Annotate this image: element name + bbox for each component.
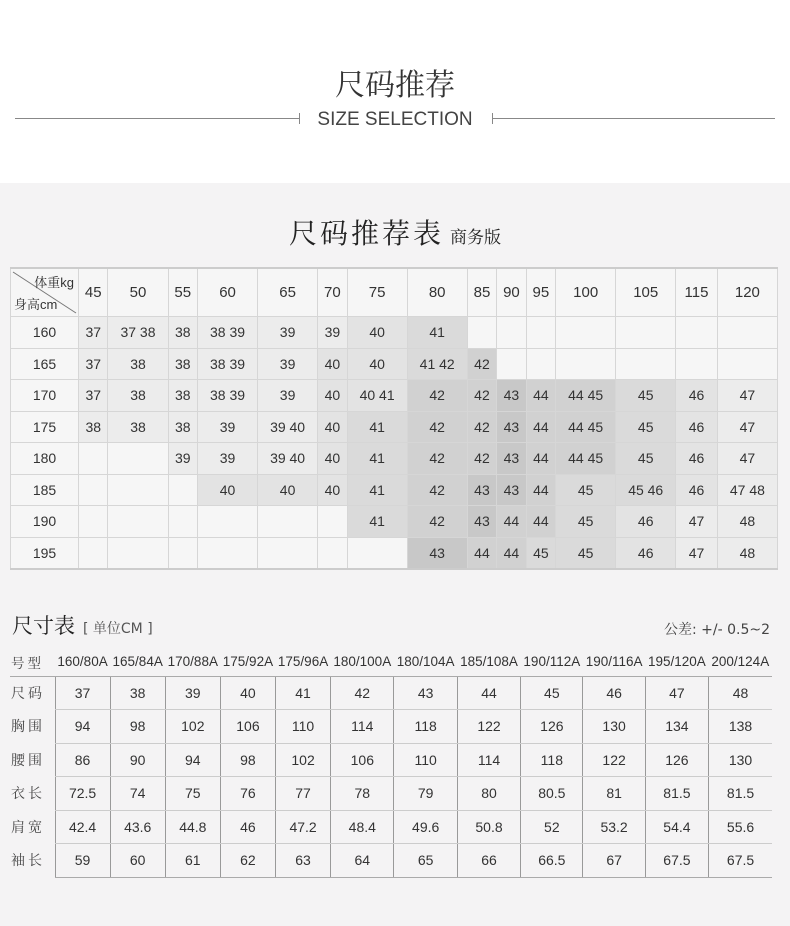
size-cell: 47 [717, 443, 777, 475]
size-cell: 43 [497, 380, 526, 412]
size-cell: 38 [168, 411, 197, 443]
size-cell: 39 [258, 348, 318, 380]
size-cell: 38 [108, 411, 168, 443]
table-row [11, 506, 778, 538]
measure-title [12, 610, 153, 640]
size-cell: 39 [258, 380, 318, 412]
measurement-table [10, 648, 772, 878]
size-cell: 39 [198, 411, 258, 443]
weight-header: 75 [347, 268, 407, 317]
row-label: 胸围 [11, 718, 45, 735]
size-cell: 41 [347, 443, 407, 475]
table-row [10, 710, 772, 744]
type-header: 180/100A [331, 648, 394, 676]
size-cell: 40 41 [347, 380, 407, 412]
measure-cell: 42.4 [55, 810, 110, 844]
size-cell: 42 [407, 443, 467, 475]
size-cell: 46 [616, 506, 676, 538]
type-header: 175/92A [220, 648, 275, 676]
size-cell: 44 [526, 411, 555, 443]
size-cell [526, 317, 555, 349]
height-axis-label: 身高cm [14, 297, 58, 312]
size-cell: 38 [168, 348, 197, 380]
title-en: SIZE SELECTION [317, 109, 473, 130]
size-cell [79, 537, 108, 569]
measure-cell: 76 [220, 777, 275, 811]
size-cell: 45 [556, 506, 616, 538]
size-cell: 44 [526, 443, 555, 475]
measure-cell: 52 [521, 810, 583, 844]
table-row [10, 844, 772, 878]
size-cell: 38 [168, 317, 197, 349]
size-cell: 47 [717, 411, 777, 443]
height-header: 185 [11, 474, 79, 506]
size-cell: 39 [318, 317, 347, 349]
measure-cell: 81 [583, 777, 645, 811]
weight-header: 105 [616, 268, 676, 317]
size-cell: 40 [198, 474, 258, 506]
size-cell [556, 348, 616, 380]
size-cell: 38 39 [198, 348, 258, 380]
size-cell: 41 [407, 317, 467, 349]
row-label: 衣长 [11, 785, 45, 802]
measure-cell: 72.5 [55, 777, 110, 811]
measure-cell: 39 [165, 676, 220, 710]
unit-label: [ 单位CM ] [83, 621, 153, 637]
type-header: 185/108A [457, 648, 520, 676]
size-cell: 38 [108, 380, 168, 412]
measure-cell: 46 [583, 676, 645, 710]
table-row [10, 810, 772, 844]
size-cell [467, 317, 496, 349]
size-cell [676, 348, 718, 380]
measure-cell: 81.5 [645, 777, 708, 811]
measure-cell: 75 [165, 777, 220, 811]
measure-cell: 114 [331, 710, 394, 744]
size-cell: 38 [108, 348, 168, 380]
measure-cell: 80.5 [521, 777, 583, 811]
measure-cell: 102 [165, 710, 220, 744]
measure-cell: 118 [394, 710, 457, 744]
size-cell [318, 506, 347, 538]
measure-cell: 78 [331, 777, 394, 811]
size-recommend-table [10, 267, 778, 570]
size-cell: 42 [467, 411, 496, 443]
measure-cell: 47.2 [276, 810, 331, 844]
size-cell: 41 [347, 474, 407, 506]
divider-right [492, 118, 775, 119]
size-cell [347, 537, 407, 569]
size-cell: 44 [526, 506, 555, 538]
corner-cell [11, 268, 79, 317]
size-cell: 44 45 [556, 380, 616, 412]
measure-cell: 48.4 [331, 810, 394, 844]
measure-cell: 118 [521, 743, 583, 777]
size-cell: 40 [318, 443, 347, 475]
measure-cell: 130 [583, 710, 645, 744]
size-cell [168, 506, 197, 538]
measure-cell: 106 [220, 710, 275, 744]
table-row [11, 317, 778, 349]
size-cell [198, 537, 258, 569]
size-cell: 45 [616, 411, 676, 443]
weight-header: 90 [497, 268, 526, 317]
size-cell: 42 [407, 411, 467, 443]
size-cell: 39 [168, 443, 197, 475]
size-cell [526, 348, 555, 380]
size-cell: 40 [318, 380, 347, 412]
size-cell: 39 40 [258, 443, 318, 475]
size-cell: 42 [467, 380, 496, 412]
measure-cell: 61 [165, 844, 220, 878]
height-header: 160 [11, 317, 79, 349]
measure-cell: 64 [331, 844, 394, 878]
size-cell: 47 [676, 506, 718, 538]
size-cell [79, 506, 108, 538]
weight-header: 50 [108, 268, 168, 317]
measure-cell: 40 [220, 676, 275, 710]
row-label: 袖长 [11, 852, 45, 869]
measure-cell: 130 [709, 743, 772, 777]
measure-cell: 98 [220, 743, 275, 777]
recommend-title [0, 212, 790, 252]
measure-cell: 48 [709, 676, 772, 710]
type-header: 195/120A [645, 648, 708, 676]
size-cell [556, 317, 616, 349]
size-cell [616, 317, 676, 349]
type-header: 190/116A [583, 648, 645, 676]
type-header: 200/124A [709, 648, 772, 676]
row-label: 腰围 [11, 751, 45, 768]
size-cell: 42 [467, 348, 496, 380]
measure-cell: 54.4 [645, 810, 708, 844]
measure-cell: 134 [645, 710, 708, 744]
size-cell: 45 [616, 443, 676, 475]
measure-cell: 114 [457, 743, 520, 777]
size-cell [616, 348, 676, 380]
row-label: 号型 [10, 648, 55, 676]
size-cell: 43 [497, 443, 526, 475]
size-cell [79, 474, 108, 506]
measure-cell: 67.5 [645, 844, 708, 878]
size-cell [497, 317, 526, 349]
size-cell: 42 [467, 443, 496, 475]
measure-cell: 42 [331, 676, 394, 710]
measure-cell: 94 [165, 743, 220, 777]
weight-header: 55 [168, 268, 197, 317]
measure-cell: 44.8 [165, 810, 220, 844]
type-row [10, 648, 772, 676]
table-row [10, 777, 772, 811]
weight-header: 60 [198, 268, 258, 317]
weight-header: 115 [676, 268, 718, 317]
size-cell: 44 [467, 537, 496, 569]
height-header: 195 [11, 537, 79, 569]
size-cell [717, 348, 777, 380]
height-header: 180 [11, 443, 79, 475]
size-cell: 44 45 [556, 443, 616, 475]
size-cell: 45 [616, 380, 676, 412]
measure-cell: 126 [645, 743, 708, 777]
size-cell: 47 48 [717, 474, 777, 506]
measure-cell: 38 [110, 676, 165, 710]
tolerance-label: 公差: +/- 0.5~2 [663, 622, 770, 638]
type-header: 175/96A [276, 648, 331, 676]
measure-cell: 79 [394, 777, 457, 811]
measure-cell: 65 [394, 844, 457, 878]
size-cell: 43 [467, 474, 496, 506]
measure-cell: 106 [331, 743, 394, 777]
size-cell: 43 [467, 506, 496, 538]
size-cell: 44 [526, 380, 555, 412]
measure-cell: 86 [55, 743, 110, 777]
size-cell: 38 [79, 411, 108, 443]
weight-header: 80 [407, 268, 467, 317]
size-cell: 40 [258, 474, 318, 506]
measure-cell: 47 [645, 676, 708, 710]
table-row [11, 411, 778, 443]
size-cell: 44 [497, 506, 526, 538]
size-cell: 38 39 [198, 380, 258, 412]
size-cell: 40 [318, 474, 347, 506]
weight-header: 70 [318, 268, 347, 317]
measure-cell: 102 [276, 743, 331, 777]
measure-cell: 49.6 [394, 810, 457, 844]
row-label: 肩宽 [11, 818, 45, 835]
measure-cell: 44 [457, 676, 520, 710]
measure-title-text: 尺寸表 [12, 614, 75, 638]
measure-cell: 77 [276, 777, 331, 811]
weight-header-row [11, 268, 778, 317]
size-cell [198, 506, 258, 538]
size-cell: 42 [407, 506, 467, 538]
size-cell: 40 [318, 348, 347, 380]
size-cell: 42 [407, 380, 467, 412]
measure-cell: 74 [110, 777, 165, 811]
size-cell: 43 [407, 537, 467, 569]
type-header: 160/80A [55, 648, 110, 676]
measure-cell: 122 [457, 710, 520, 744]
weight-axis-label: 体重kg [34, 275, 74, 290]
table-row [10, 676, 772, 710]
measure-cell: 53.2 [583, 810, 645, 844]
size-cell [168, 474, 197, 506]
size-cell: 41 42 [407, 348, 467, 380]
size-cell: 44 45 [556, 411, 616, 443]
size-cell [168, 537, 197, 569]
size-cell: 43 [497, 474, 526, 506]
header-section [0, 0, 790, 183]
height-header: 165 [11, 348, 79, 380]
size-cell [108, 474, 168, 506]
size-cell: 37 [79, 317, 108, 349]
size-cell: 43 [497, 411, 526, 443]
size-cell: 45 [526, 537, 555, 569]
measure-cell: 90 [110, 743, 165, 777]
size-cell: 39 [258, 317, 318, 349]
table-row [11, 348, 778, 380]
size-cell: 44 [497, 537, 526, 569]
size-cell: 40 [318, 411, 347, 443]
measure-cell: 81.5 [709, 777, 772, 811]
height-header: 175 [11, 411, 79, 443]
type-header: 180/104A [394, 648, 457, 676]
measure-cell: 59 [55, 844, 110, 878]
measure-cell: 63 [276, 844, 331, 878]
type-header: 190/112A [521, 648, 583, 676]
size-cell: 41 [347, 411, 407, 443]
size-cell [258, 506, 318, 538]
size-cell: 46 [676, 443, 718, 475]
measure-cell: 67.5 [709, 844, 772, 878]
size-cell: 37 [79, 380, 108, 412]
row-label: 尺码 [11, 685, 45, 701]
size-cell: 47 [717, 380, 777, 412]
size-cell: 39 [198, 443, 258, 475]
measure-cell: 110 [276, 710, 331, 744]
measure-cell: 98 [110, 710, 165, 744]
weight-header: 85 [467, 268, 496, 317]
table-row [10, 743, 772, 777]
size-cell: 45 [556, 537, 616, 569]
size-cell: 38 39 [198, 317, 258, 349]
size-cell [108, 537, 168, 569]
size-cell [258, 537, 318, 569]
size-cell [108, 443, 168, 475]
table-row [11, 380, 778, 412]
measure-cell: 126 [521, 710, 583, 744]
table-row [11, 474, 778, 506]
type-header: 170/88A [165, 648, 220, 676]
size-cell: 46 [676, 380, 718, 412]
measure-cell: 43.6 [110, 810, 165, 844]
weight-header: 120 [717, 268, 777, 317]
size-cell: 38 [168, 380, 197, 412]
measure-cell: 50.8 [457, 810, 520, 844]
measure-cell: 138 [709, 710, 772, 744]
recommend-title-text: 尺码推荐表 [288, 217, 444, 250]
measure-cell: 62 [220, 844, 275, 878]
size-cell: 46 [676, 474, 718, 506]
size-cell: 47 [676, 537, 718, 569]
weight-header: 100 [556, 268, 616, 317]
size-cell [676, 317, 718, 349]
size-cell: 48 [717, 537, 777, 569]
measure-cell: 55.6 [709, 810, 772, 844]
size-cell: 41 [347, 506, 407, 538]
measure-cell: 45 [521, 676, 583, 710]
size-cell: 40 [347, 348, 407, 380]
size-cell: 45 46 [616, 474, 676, 506]
size-cell [318, 537, 347, 569]
measure-cell: 67 [583, 844, 645, 878]
measure-cell: 46 [220, 810, 275, 844]
size-cell: 37 [79, 348, 108, 380]
size-cell [717, 317, 777, 349]
size-cell: 46 [676, 411, 718, 443]
size-cell: 42 [407, 474, 467, 506]
weight-header: 45 [79, 268, 108, 317]
size-cell: 40 [347, 317, 407, 349]
type-header: 165/84A [110, 648, 165, 676]
measure-cell: 37 [55, 676, 110, 710]
title-cn: 尺码推荐 [335, 68, 455, 103]
size-cell: 45 [556, 474, 616, 506]
table-row [11, 443, 778, 475]
size-cell: 37 38 [108, 317, 168, 349]
measure-cell: 94 [55, 710, 110, 744]
measure-cell: 110 [394, 743, 457, 777]
size-cell [497, 348, 526, 380]
height-header: 170 [11, 380, 79, 412]
size-cell: 39 40 [258, 411, 318, 443]
size-cell [79, 443, 108, 475]
measure-cell: 66.5 [521, 844, 583, 878]
weight-header: 95 [526, 268, 555, 317]
edition-label: 商务版 [450, 228, 501, 248]
size-cell: 44 [526, 474, 555, 506]
measure-cell: 43 [394, 676, 457, 710]
size-cell [108, 506, 168, 538]
size-cell: 46 [616, 537, 676, 569]
size-cell: 48 [717, 506, 777, 538]
table-row [11, 537, 778, 569]
weight-header: 65 [258, 268, 318, 317]
measure-cell: 60 [110, 844, 165, 878]
height-header: 190 [11, 506, 79, 538]
measure-cell: 41 [276, 676, 331, 710]
measure-cell: 66 [457, 844, 520, 878]
measure-cell: 80 [457, 777, 520, 811]
measure-cell: 122 [583, 743, 645, 777]
